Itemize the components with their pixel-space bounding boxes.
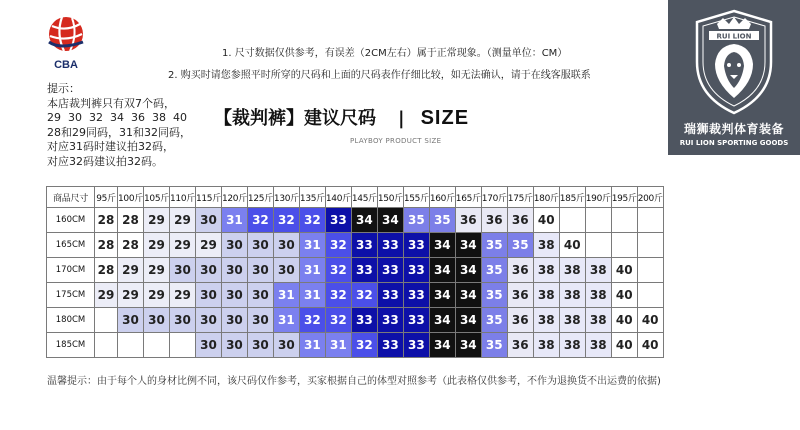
size-cell: 31 [273,308,299,333]
size-cell: 32 [325,258,351,283]
size-cell: 30 [221,258,247,283]
weight-header: 135斤 [299,187,325,208]
size-cell: 30 [195,208,221,233]
size-cell: 29 [118,283,144,308]
size-cell: 40 [611,283,637,308]
weight-header: 140斤 [325,187,351,208]
size-cell: 28 [95,258,118,283]
weight-header: 150斤 [377,187,403,208]
size-cell: 40 [611,333,637,358]
tips-line: 29 30 32 34 36 38 40 [47,111,187,124]
weight-header: 145斤 [351,187,377,208]
size-cell: 36 [507,333,533,358]
size-cell: 34 [429,233,455,258]
size-cell: 34 [429,283,455,308]
size-cell: 30 [247,258,273,283]
weight-header: 100斤 [118,187,144,208]
size-cell: 32 [325,233,351,258]
size-cell: 35 [481,258,507,283]
size-cell: 28 [95,233,118,258]
size-cell: 33 [403,258,429,283]
size-cell: 33 [377,233,403,258]
footer-note: 温馨提示：由于每个人的身材比例不同，该尺码仅作参考，买家根据自己的体型对照参考（此表格仅供参考，不作为退换货不出运费的依据) [47,376,661,387]
size-cell: 34 [429,308,455,333]
size-cell: 29 [143,283,169,308]
size-cell: 36 [507,283,533,308]
brand-name-cn: 瑞狮裁判体育装备 [683,122,784,136]
size-cell: 35 [429,208,455,233]
size-cell: 31 [299,283,325,308]
size-cell: 30 [195,333,221,358]
size-cell: 29 [169,208,195,233]
size-cell: 29 [118,258,144,283]
tips-line: 提示： [47,82,80,95]
size-cell: 40 [637,333,663,358]
size-cell: 30 [273,258,299,283]
size-cell: 30 [143,308,169,333]
size-cell: 33 [403,308,429,333]
size-cell [95,333,118,358]
size-cell [585,208,611,233]
cba-logo [44,12,88,72]
size-cell: 34 [455,233,481,258]
weight-header: 105斤 [143,187,169,208]
size-cell: 36 [507,308,533,333]
size-cell: 30 [221,283,247,308]
size-cell: 38 [559,333,585,358]
size-cell: 32 [273,208,299,233]
size-cell: 32 [247,208,273,233]
size-cell: 30 [247,333,273,358]
size-cell: 34 [429,258,455,283]
brand-panel [668,0,800,155]
weight-header: 200斤 [637,187,663,208]
size-cell: 33 [351,233,377,258]
weight-header: 95斤 [95,187,118,208]
size-cell: 30 [118,308,144,333]
size-cell [637,233,663,258]
size-cell: 30 [273,233,299,258]
size-cell: 38 [559,283,585,308]
size-cell: 31 [325,333,351,358]
weight-header: 120斤 [221,187,247,208]
size-cell: 32 [351,333,377,358]
size-cell: 29 [143,233,169,258]
size-cell: 32 [325,308,351,333]
size-cell: 38 [533,333,559,358]
size-cell: 30 [195,283,221,308]
size-cell: 36 [507,258,533,283]
size-cell: 33 [403,333,429,358]
height-label: 175CM [47,283,95,308]
weight-header: 180斤 [533,187,559,208]
table-row [47,233,664,258]
size-cell [143,333,169,358]
lion-shield-icon [693,8,775,116]
size-cell: 33 [403,283,429,308]
size-cell: 33 [351,258,377,283]
size-cell: 31 [273,283,299,308]
size-cell: 33 [377,333,403,358]
tips-line: 本店裁判裤只有双7个码， [47,96,175,110]
size-cell: 30 [169,258,195,283]
tips-line: 对应31码时建议拍32码， [47,140,174,153]
size-cell: 30 [247,233,273,258]
size-cell [637,258,663,283]
table-row [47,333,664,358]
size-cell: 29 [143,258,169,283]
size-cell [611,208,637,233]
cba-logo-text: CBA [54,59,78,71]
size-cell: 30 [221,233,247,258]
size-cell: 33 [403,233,429,258]
table-header-row [47,187,664,208]
size-cell: 34 [455,333,481,358]
size-cell: 30 [221,308,247,333]
size-cell: 38 [559,308,585,333]
size-cell: 32 [351,283,377,308]
size-cell: 33 [377,283,403,308]
size-cell: 30 [169,308,195,333]
size-cell: 35 [481,283,507,308]
size-cell: 32 [299,208,325,233]
table-row [47,208,664,233]
size-cell: 38 [533,233,559,258]
size-cell [611,233,637,258]
size-cell: 38 [585,258,611,283]
size-chart-table [46,186,664,358]
brand-seal-text: RUI LION [716,32,752,41]
size-cell: 40 [637,308,663,333]
size-cell: 29 [195,233,221,258]
size-cell: 29 [143,208,169,233]
size-cell [637,283,663,308]
size-cell: 29 [95,283,118,308]
tips-line: 28和29同码，31和32同码， [47,125,191,139]
size-cell: 33 [351,308,377,333]
weight-header: 175斤 [507,187,533,208]
size-cell: 38 [585,283,611,308]
size-cell: 34 [351,208,377,233]
size-cell: 38 [533,283,559,308]
size-cell: 35 [481,233,507,258]
size-cell: 30 [221,333,247,358]
size-cell: 33 [377,308,403,333]
headline [214,104,469,130]
size-cell: 40 [611,258,637,283]
size-cell: 34 [455,308,481,333]
headline-size-word: SIZE [420,107,470,129]
size-cell: 28 [118,233,144,258]
size-cell: 31 [299,233,325,258]
size-cell: 40 [533,208,559,233]
size-cell: 31 [299,258,325,283]
size-cell: 32 [325,283,351,308]
size-cell: 38 [533,258,559,283]
size-cell: 34 [377,208,403,233]
size-cell: 30 [195,258,221,283]
size-cell: 30 [195,308,221,333]
size-cell [559,208,585,233]
size-cell [585,233,611,258]
size-cell: 34 [455,283,481,308]
note-line-1: 1. 尺寸数据仅供参考，有误差（2CM左右）属于正常现象。（测量单位：CM） [222,48,568,59]
weight-header: 130斤 [273,187,299,208]
size-cell: 29 [169,233,195,258]
size-cell: 35 [481,308,507,333]
size-cell: 40 [559,233,585,258]
size-cell [169,333,195,358]
table-row [47,258,664,283]
headline-separator: | [398,108,405,129]
size-cell: 31 [221,208,247,233]
height-label: 180CM [47,308,95,333]
size-cell: 38 [533,308,559,333]
size-cell [637,208,663,233]
tips-block [47,82,191,169]
size-cell: 31 [299,333,325,358]
weight-header: 165斤 [455,187,481,208]
weight-header: 125斤 [247,187,273,208]
headline-subtitle: PLAYBOY PRODUCT SIZE [350,137,442,145]
note-line-2: 2. 购买时请您参照平时所穿的尺码和上面的尺码表作仔细比较，如无法确认，请于在线客服联系 [168,70,591,81]
size-cell: 28 [118,208,144,233]
size-cell: 40 [611,308,637,333]
table-corner-label: 商品尺寸 [47,187,95,208]
size-cell: 35 [403,208,429,233]
weight-header: 110斤 [169,187,195,208]
size-cell: 36 [481,208,507,233]
size-cell: 38 [585,333,611,358]
weight-header: 190斤 [585,187,611,208]
weight-header: 115斤 [195,187,221,208]
size-cell: 38 [585,308,611,333]
height-label: 165CM [47,233,95,258]
size-cell: 36 [507,208,533,233]
headline-title: 【裁判裤】建议尺码 [214,108,376,129]
size-cell: 28 [95,208,118,233]
size-cell: 34 [455,258,481,283]
height-label: 160CM [47,208,95,233]
size-cell: 35 [481,333,507,358]
size-cell: 36 [455,208,481,233]
table-row [47,308,664,333]
weight-header: 155斤 [403,187,429,208]
weight-header: 160斤 [429,187,455,208]
weight-header: 195斤 [611,187,637,208]
size-cell: 33 [325,208,351,233]
weight-header: 170斤 [481,187,507,208]
weight-header: 185斤 [559,187,585,208]
size-cell: 38 [559,258,585,283]
brand-name-en: RUI LION SPORTING GOODS [679,139,789,147]
size-cell: 34 [429,333,455,358]
size-cell: 30 [247,308,273,333]
size-cell: 33 [377,258,403,283]
size-cell: 29 [169,283,195,308]
size-cell [118,333,144,358]
size-cell: 30 [247,283,273,308]
table-row [47,283,664,308]
height-label: 185CM [47,333,95,358]
size-cell: 35 [507,233,533,258]
tips-line: 对应32码建议拍32码。 [47,154,163,168]
size-cell: 30 [273,333,299,358]
height-label: 170CM [47,258,95,283]
size-cell [95,308,118,333]
size-cell: 32 [299,308,325,333]
